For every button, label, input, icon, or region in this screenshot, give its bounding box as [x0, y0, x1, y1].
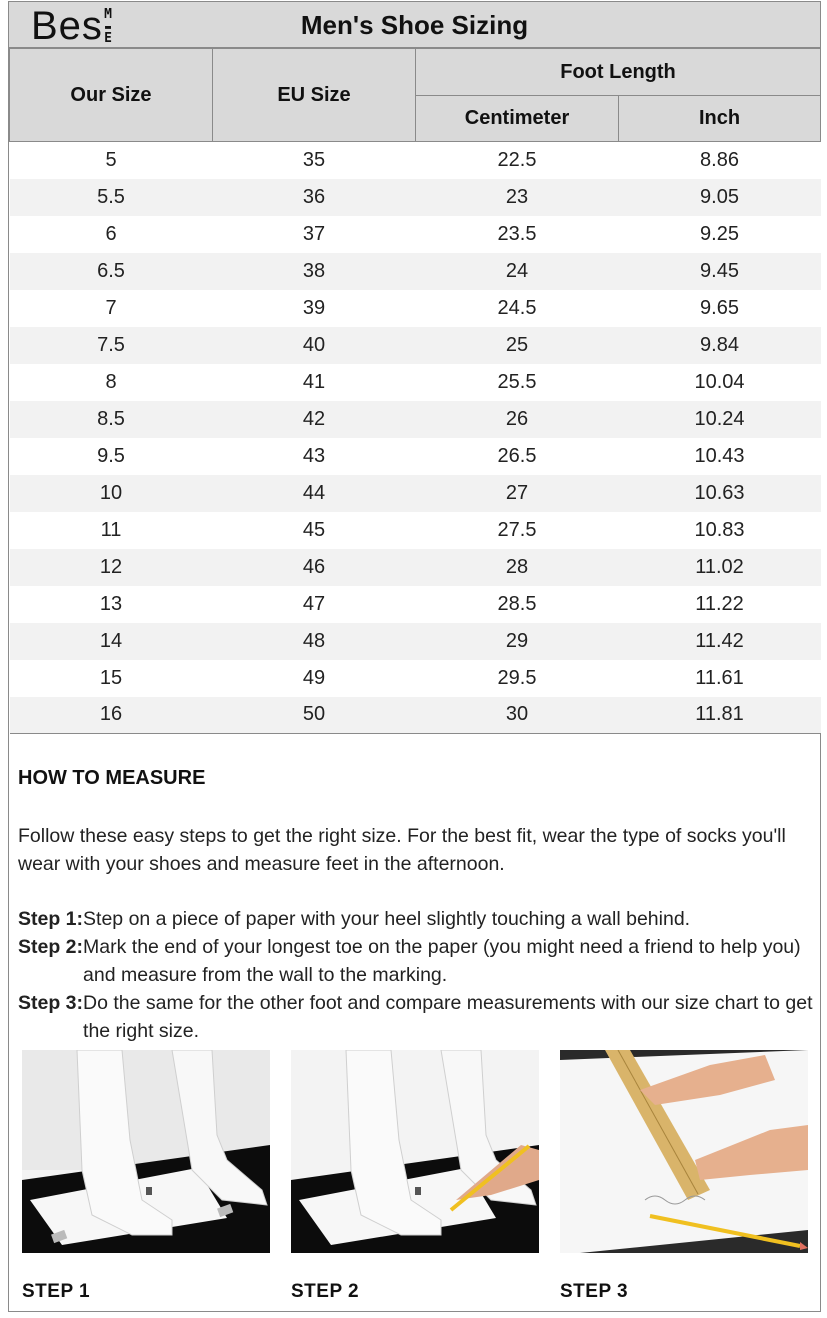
our-size-cell: 5: [10, 142, 213, 179]
inch-cell: 10.83: [619, 512, 821, 549]
step-3-caption: STEP 3: [560, 1281, 629, 1302]
table-row: [10, 327, 821, 364]
our-size-cell: 6.5: [10, 253, 213, 290]
step-1-label: Step 1:: [18, 908, 84, 930]
inch-cell: 9.25: [619, 216, 821, 253]
centimeter-cell: 29: [416, 623, 619, 660]
measure-heading: HOW TO MEASURE: [18, 767, 206, 789]
header-our-size: Our Size: [10, 49, 213, 142]
inch-cell: 10.63: [619, 475, 821, 512]
inch-cell: 8.86: [619, 142, 821, 179]
centimeter-cell: 25: [416, 327, 619, 364]
eu-size-cell: 44: [213, 475, 416, 512]
centimeter-cell: 24.5: [416, 290, 619, 327]
inch-cell: 9.05: [619, 179, 821, 216]
our-size-cell: 6: [10, 216, 213, 253]
inch-cell: 11.02: [619, 549, 821, 586]
eu-size-cell: 38: [213, 253, 416, 290]
size-table-body: [10, 142, 821, 734]
table-row: [10, 549, 821, 586]
table-row: [10, 475, 821, 512]
table-row: [10, 179, 821, 216]
step-2-label: Step 2:: [18, 936, 84, 958]
eu-size-cell: 48: [213, 623, 416, 660]
inch-cell: 11.42: [619, 623, 821, 660]
foot-on-paper-photo: [22, 1050, 270, 1253]
table-row: [10, 697, 821, 734]
inch-cell: 9.65: [619, 290, 821, 327]
mark-toe-photo: [291, 1050, 539, 1253]
inch-cell: 9.84: [619, 327, 821, 364]
eu-size-cell: 45: [213, 512, 416, 549]
centimeter-cell: 28.5: [416, 586, 619, 623]
table-row: [10, 216, 821, 253]
centimeter-cell: 26.5: [416, 438, 619, 475]
step-1: [18, 905, 813, 933]
table-row: [10, 401, 821, 438]
our-size-cell: 14: [10, 623, 213, 660]
table-row: [10, 142, 821, 179]
title-bar: [9, 2, 820, 48]
inch-cell: 11.81: [619, 697, 821, 734]
logo-wordmark: Bes: [31, 4, 103, 48]
centimeter-cell: 30: [416, 697, 619, 734]
centimeter-cell: 22.5: [416, 142, 619, 179]
our-size-cell: 7: [10, 290, 213, 327]
inch-cell: 9.45: [619, 253, 821, 290]
step-2-caption: STEP 2: [291, 1281, 360, 1302]
our-size-cell: 10: [10, 475, 213, 512]
eu-size-cell: 43: [213, 438, 416, 475]
step-3: [18, 989, 813, 1045]
table-row: [10, 586, 821, 623]
size-table: [9, 48, 821, 734]
centimeter-cell: 26: [416, 401, 619, 438]
step-2-text: Mark the end of your longest toe on the paper (you might need a friend to help you) and measure from the wall to the marking.: [83, 936, 801, 986]
eu-size-cell: 50: [213, 697, 416, 734]
table-row: [10, 290, 821, 327]
header-inch: Inch: [619, 96, 821, 142]
table-row: [10, 660, 821, 697]
step-3-label: Step 3:: [18, 992, 84, 1014]
table-row: [10, 512, 821, 549]
measure-steps: [18, 905, 813, 1045]
step-2: [18, 933, 813, 989]
centimeter-cell: 27: [416, 475, 619, 512]
inch-cell: 10.24: [619, 401, 821, 438]
step-1-text: Step on a piece of paper with your heel slightly touching a wall behind.: [83, 908, 691, 930]
our-size-cell: 13: [10, 586, 213, 623]
eu-size-cell: 47: [213, 586, 416, 623]
eu-size-cell: 39: [213, 290, 416, 327]
inch-cell: 10.04: [619, 364, 821, 401]
our-size-cell: 16: [10, 697, 213, 734]
eu-size-cell: 46: [213, 549, 416, 586]
eu-size-cell: 37: [213, 216, 416, 253]
table-row: [10, 438, 821, 475]
page-title: Men's Shoe Sizing: [300, 10, 529, 40]
eu-size-cell: 35: [213, 142, 416, 179]
our-size-cell: 8.5: [10, 401, 213, 438]
table-row: [10, 253, 821, 290]
centimeter-cell: 27.5: [416, 512, 619, 549]
eu-size-cell: 42: [213, 401, 416, 438]
logo-side-letters: M ▬ E: [104, 7, 112, 46]
our-size-cell: 11: [10, 512, 213, 549]
table-row: [10, 623, 821, 660]
inch-cell: 11.22: [619, 586, 821, 623]
our-size-cell: 9.5: [10, 438, 213, 475]
eu-size-cell: 49: [213, 660, 416, 697]
header-centimeter: Centimeter: [416, 96, 619, 142]
header-foot-length: Foot Length: [416, 49, 821, 96]
inch-cell: 10.43: [619, 438, 821, 475]
our-size-cell: 7.5: [10, 327, 213, 364]
eu-size-cell: 40: [213, 327, 416, 364]
centimeter-cell: 23.5: [416, 216, 619, 253]
our-size-cell: 8: [10, 364, 213, 401]
centimeter-cell: 24: [416, 253, 619, 290]
step-3-text: Do the same for the other foot and compare measurements with our size chart to get the right size.: [83, 992, 813, 1042]
ruler-measure-photo: [560, 1050, 808, 1253]
centimeter-cell: 23: [416, 179, 619, 216]
step-1-caption: STEP 1: [22, 1281, 91, 1302]
table-row: [10, 364, 821, 401]
measure-intro: Follow these easy steps to get the right size. For the best fit, wear the type of socks you'll wear with your shoes and measure feet in the afternoon.: [18, 825, 786, 875]
inch-cell: 11.61: [619, 660, 821, 697]
our-size-cell: 15: [10, 660, 213, 697]
centimeter-cell: 28: [416, 549, 619, 586]
our-size-cell: 12: [10, 549, 213, 586]
centimeter-cell: 29.5: [416, 660, 619, 697]
centimeter-cell: 25.5: [416, 364, 619, 401]
our-size-cell: 5.5: [10, 179, 213, 216]
eu-size-cell: 41: [213, 364, 416, 401]
header-eu-size: EU Size: [213, 49, 416, 142]
eu-size-cell: 36: [213, 179, 416, 216]
